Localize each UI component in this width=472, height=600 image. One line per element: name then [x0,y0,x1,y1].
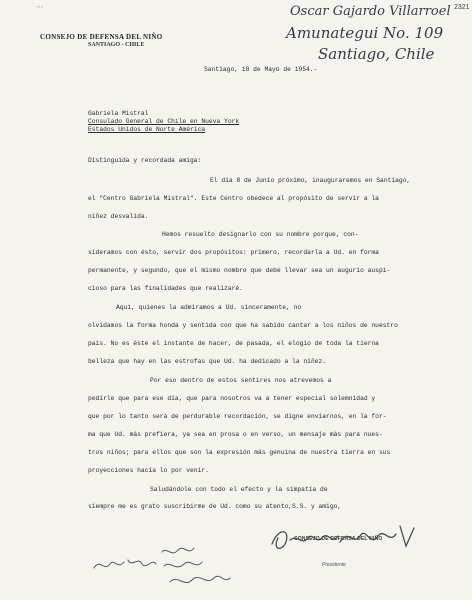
signer-title: Presidente [322,562,346,568]
body-line: país. No es éste el instante de hacer, de pasada, el elogio de toda la tierna [88,340,379,347]
corner-mark-left: ▪▪▪ [36,6,44,10]
salutation: Distinguida y recordada amiga: [88,157,202,164]
letterhead-city: SANTIAGO - CHILE [88,42,145,48]
letter-date: Santiago, 18 de Mayo de 1954.- [204,66,318,73]
handwritten-sender-name: Oscar Gajardo Villarroel [290,4,451,19]
recipient-office: Consulado General de Chile en Nueva York [88,118,240,125]
body-line: que por lo tanto será de perdurable recordación, se digne enviarnos, en la for- [88,413,387,420]
body-line: sideramos con ésto, servir dos propósitos: primero, recordarla a Ud. en forma [88,249,379,256]
body-line: tros niños; para ellos que son la expresión más genuina de nuestra tierra en sus [88,449,391,456]
org-stamp: CONSEJO DE DEFENSA DEL NIÑO [294,536,383,542]
recipient-country: Estados Unidos de Norte América [88,126,206,133]
body-line: niñez desvalida. [88,213,149,220]
body-line: belleza que hay en las estrofas que Ud. ha dedicado a la niñez. [88,358,327,365]
handwritten-sender-street: Amunategui No. 109 [286,24,444,42]
body-line: pedirle que para ese día, que para nosotros va a tener especial solemnidad y [88,395,376,402]
archive-number: 2321 [454,4,470,11]
recipient-name: Gabriela Mistral [88,110,149,117]
body-line: olvidamos la forma honda y sentida con que ha sabido cantar a los niños de nuestro [88,322,398,329]
body-line: ma que Ud. más prefiera, ya sea en prosa o en verso, un mensaje más para nues- [88,431,383,438]
body-line: Saludándole con todo el efecto y la simpatía de [150,486,328,493]
body-line: el "Centro Gabriela Mistral". Este Centro obedece al propósito de servir a la [88,195,379,202]
body-line: Por eso dentro de estos sentires nos atrevemos a [150,377,332,384]
body-line: permanente, y segundo, que el mismo nombre que debe llevar sea un augurio auspi- [88,267,391,274]
handwritten-sender-city: Santiago, Chile [318,45,435,63]
body-line: proyecciones hacia lo por venir. [88,467,209,474]
body-line: Hemos resuelto designarlo con su nombre porque, con- [162,231,359,238]
handwritten-note [92,538,242,598]
signature [268,520,438,556]
letterhead-org-name: CONSEJO DE DEFENSA DEL NIÑO [40,33,163,41]
body-line: siempre me es grato suscribirme de Ud. como su atento,S.S. y amigo, [88,503,342,510]
body-line: Aquí, quienes la admiramos a Ud. sinceramente, no [116,304,302,311]
body-line: cioso para las finalidades que realizaré. [88,285,243,292]
body-line: El día 8 de Junio próximo, inauguraremos en Santiago, [210,177,411,184]
